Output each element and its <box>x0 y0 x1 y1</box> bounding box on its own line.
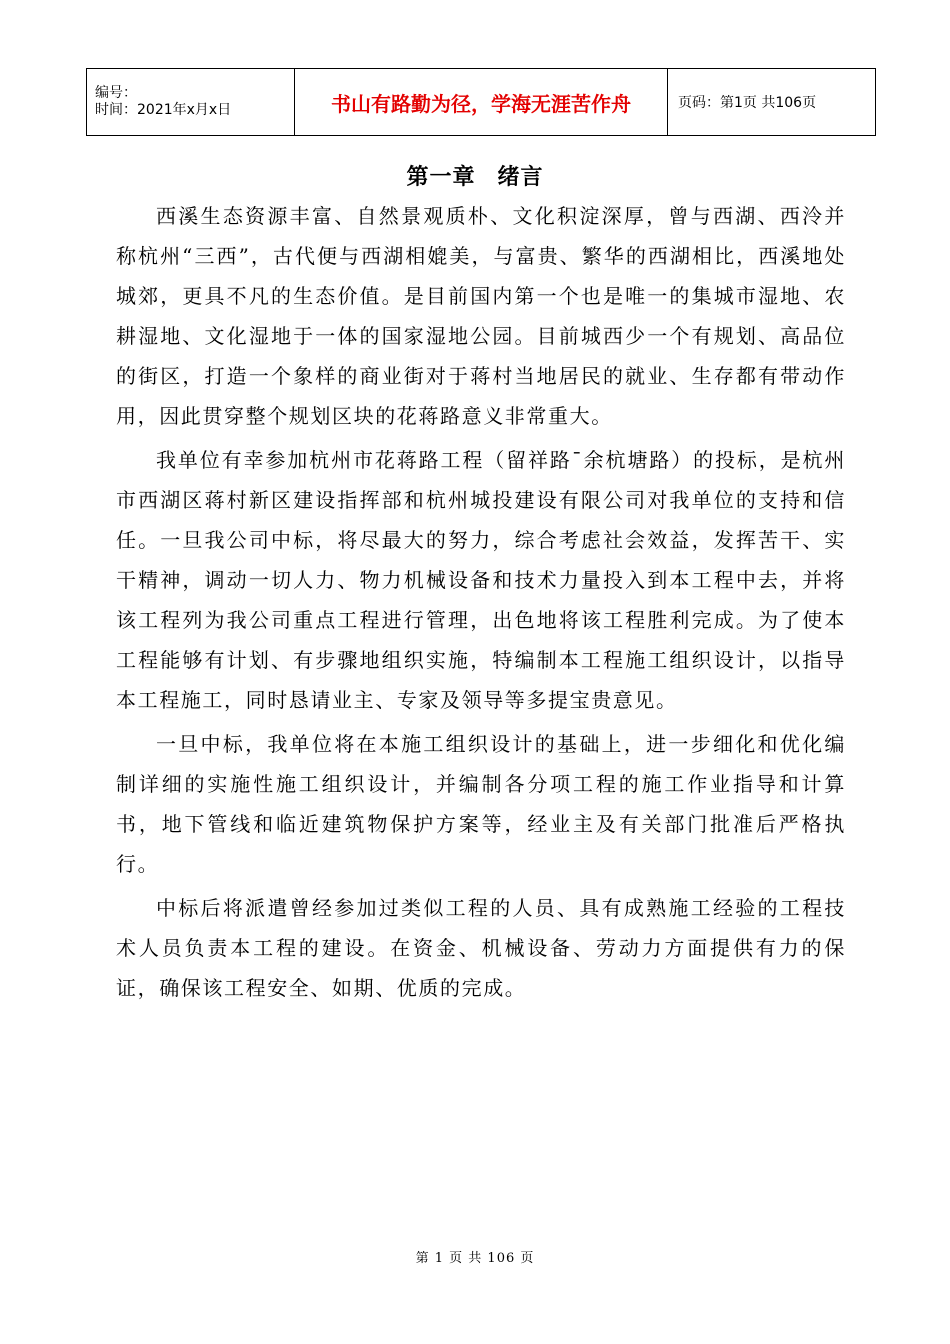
page-footer: 第 1 页 共 106 页 <box>415 1251 535 1266</box>
header-table <box>86 68 876 136</box>
document-time: 时间：2021年x月x日 <box>95 102 232 118</box>
header-motto: 书山有路勤为径，学海无涯苦作舟 <box>295 69 668 136</box>
paragraph: 我单位有幸参加杭州市花蒋路工程（留祥路¯余杭塘路）的投标，是杭州市西湖区蒋村新区建设指挥部和杭州城投建设有限公司对我单位的支持和信任。一旦我公司中标，将尽最大的努力，综合考虑社会效益，发挥苦干、实干精神，调动一切人力、物力机械设备和技术力量投入到本工程中去，并将该工程列为我公司重点工程进行管理，出色地将该工程胜利完成。为了使本工程能够有计划、有步骤地组织实施，特编制本工程施工组织设计，以指导本工程施工，同时恳请业主、专家及领导等多提宝贵意见。 <box>116 448 846 712</box>
chapter-title <box>0 160 950 191</box>
header-meta-cell <box>87 69 295 136</box>
body-text <box>116 196 846 1012</box>
paragraph: 一旦中标，我单位将在本施工组织设计的基础上，进一步细化和优化编制详细的实施性施工组织设计，并编制各分项工程的施工作业指导和计算书，地下管线和临近建筑物保护方案等，经业主及有关部门批准后严格执行。 <box>116 732 846 876</box>
paragraph: 中标后将派遣曾经参加过类似工程的人员、具有成熟施工经验的工程技术人员负责本工程的建设。在资金、机械设备、劳动力方面提供有力的保证，确保该工程安全、如期、优质的完成。 <box>116 896 846 1000</box>
chapter-number: 第一章 <box>406 164 476 190</box>
paragraph: 西溪生态资源丰富、自然景观质朴、文化积淀深厚，曾与西湖、西泠并称杭州“三西”，古代便与西湖相媲美，与富贵、繁华的西湖相比，西溪地处城郊，更具不凡的生态价值。是目前国内第一个也是唯一的集城市湿地、农耕湿地、文化湿地于一体的国家湿地公园。目前城西少一个有规划、高品位的街区，打造一个象样的商业街对于蒋村当地居民的就业、生存都有带动作用，因此贯穿整个规划区块的花蒋路意义非常重大。 <box>116 204 846 428</box>
header-page-info: 页码：第1页 共106页 <box>668 69 876 136</box>
document-number: 编号： <box>95 85 137 101</box>
chapter-name: 绪言 <box>497 164 544 190</box>
